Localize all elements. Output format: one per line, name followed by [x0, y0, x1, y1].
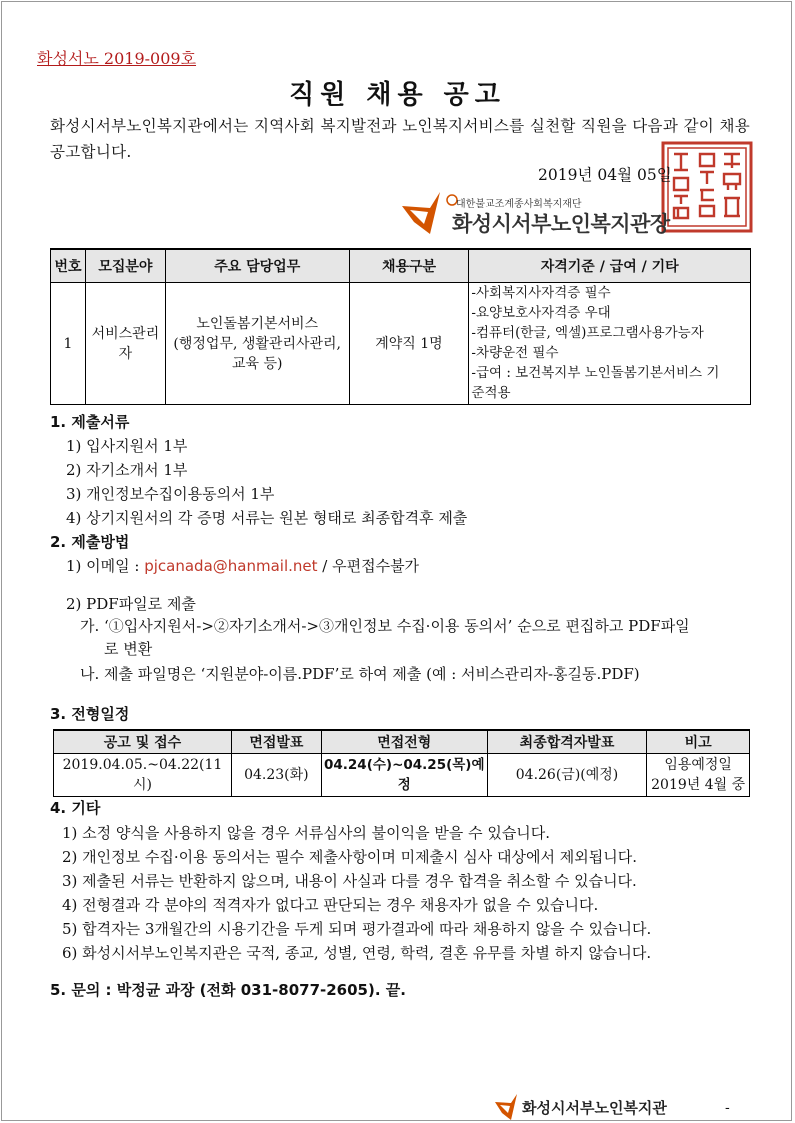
list-item: 3) 개인정보수집이용동의서 1부: [66, 485, 275, 503]
requirement-item: -차량운전 필수: [471, 345, 559, 361]
page-title: 직원 채용 공고: [289, 80, 506, 110]
header-number: 번호: [51, 249, 86, 283]
requirement-item: -컴퓨터(한글, 엑셀)프로그램사용가능자: [471, 325, 704, 341]
section-documents-title: 1. 제출서류: [50, 413, 130, 431]
note-line: 임용예정일: [664, 757, 732, 773]
header-schedule: 공고 및 접수: [54, 730, 232, 754]
note-line: 2019년 4월 중: [651, 777, 746, 793]
list-item: 5) 합격자는 3개월간의 시용기간을 두게 되며 평가결과에 따라 채용하지 않을 수 있습니다.: [62, 920, 652, 938]
requirement-item: -사회복지사자격증 필수: [471, 285, 611, 301]
list-item: 2) 개인정보 수집·이용 동의서는 필수 제출사항이며 미제출시 심사 대상에서 제외됩니다.: [62, 848, 637, 866]
header-schedule: 비고: [647, 730, 750, 754]
row-type: 계약직 1명: [349, 283, 469, 405]
header-schedule: 면접전형: [321, 730, 487, 754]
requirement-item: -급여 : 보건복지부 노인돌봄기본서비스 기: [471, 365, 720, 381]
header-field: 모집분야: [85, 249, 165, 283]
list-item: 나. 제출 파일명은 ‘지원분야-이름.PDF’로 하여 제출 (예 : 서비스관리자-홍길동.PDF): [80, 665, 640, 683]
header-requirements: 자격기준 / 급여 / 기타: [469, 249, 751, 283]
official-seal-icon: [660, 140, 754, 234]
schedule-table: [53, 729, 750, 797]
email-link[interactable]: pjcanada@hanmail.net: [144, 557, 318, 575]
schedule-note: [647, 754, 750, 797]
list-item: 1) 소정 양식을 사용하지 않을 경우 서류심사의 불이익을 받을 수 있습니다.: [62, 824, 551, 842]
header-schedule: 최종합격자발표: [487, 730, 647, 754]
requirement-item: 준적용: [471, 385, 511, 401]
section-schedule-title: 3. 전형일정: [50, 705, 130, 723]
row-number: 1: [51, 283, 86, 405]
schedule-cell: 2019.04.05.~04.22(11시): [54, 754, 232, 797]
footer-dash: -: [725, 1100, 730, 1116]
table-header-row: [54, 730, 750, 754]
table-header-row: [51, 249, 751, 283]
table-row: [51, 283, 751, 405]
org-name: 화성시서부노인복지관장: [452, 212, 670, 236]
schedule-cell: 04.26(금)(예정): [487, 754, 647, 797]
schedule-cell: 04.23(화): [231, 754, 321, 797]
org-subtitle: 대한불교조계종사회복지재단: [456, 199, 582, 210]
section-other-title: 4. 기타: [50, 799, 101, 817]
header-duty: 주요 담당업무: [165, 249, 349, 283]
list-item: 4) 상기지원서의 각 증명 서류는 원본 형태로 최종합격후 제출: [66, 509, 468, 527]
list-item: 1) 입사지원서 1부: [66, 437, 188, 455]
footer-org-name: 화성시서부노인복지관: [522, 1099, 667, 1117]
row-field-line: 자: [118, 345, 133, 362]
row-duty-line: 교육 등): [231, 355, 283, 372]
section-contact: 5. 문의 : 박정균 과장 (전화 031-8077-2605). 끝.: [50, 981, 406, 999]
email-prefix: 1) 이메일 :: [66, 557, 145, 575]
list-item: 가. ‘①입사지원서->②자기소개서->③개인정보 수집·이용 동의서’ 순으로 편집하고 PDF파일: [80, 617, 690, 635]
recruitment-table: [50, 248, 751, 405]
header-type: 채용구분: [349, 249, 469, 283]
row-duty: [165, 283, 349, 405]
row-field-line: 서비스관리: [91, 325, 160, 342]
email-suffix: / 우편접수불가: [317, 557, 420, 575]
list-item: 2) 자기소개서 1부: [66, 461, 188, 479]
requirement-item: -요양보호사자격증 우대: [471, 305, 611, 321]
announcement-date: 2019년 04월 05일: [538, 166, 672, 184]
intro-paragraph: 화성시서부노인복지관에서는 지역사회 복지발전과 노인복지서비스를 실천할 직원을 다음과 같이 채용 공고합니다.: [50, 117, 750, 161]
email-line: [66, 555, 419, 576]
section-method-title: 2. 제출방법: [50, 533, 130, 551]
row-field: [85, 283, 165, 405]
table-row: [54, 754, 750, 797]
list-item: 로 변환: [104, 640, 153, 658]
row-duty-line: (행정업무, 생활관리사관리,: [173, 335, 341, 352]
document-number: 화성서노 2019-009호: [37, 49, 197, 68]
schedule-cell: 04.24(수)~04.25(목)예정: [321, 754, 487, 797]
row-requirements: [469, 283, 751, 405]
list-item: 4) 전형결과 각 분야의 적격자가 없다고 판단되는 경우 채용자가 없을 수 있습니다.: [62, 896, 599, 914]
row-duty-line: 노인돌봄기본서비스: [196, 315, 319, 332]
header-schedule: 면접발표: [231, 730, 321, 754]
list-item: 6) 화성시서부노인복지관은 국적, 종교, 성별, 연령, 학력, 결혼 유무를 차별 하지 않습니다.: [62, 944, 652, 962]
footer-logo-icon: [494, 1092, 524, 1122]
list-item: 3) 제출된 서류는 반환하지 않으며, 내용이 사실과 다를 경우 합격을 취소할 수 있습니다.: [62, 872, 637, 890]
list-item: 2) PDF파일로 제출: [66, 595, 196, 613]
